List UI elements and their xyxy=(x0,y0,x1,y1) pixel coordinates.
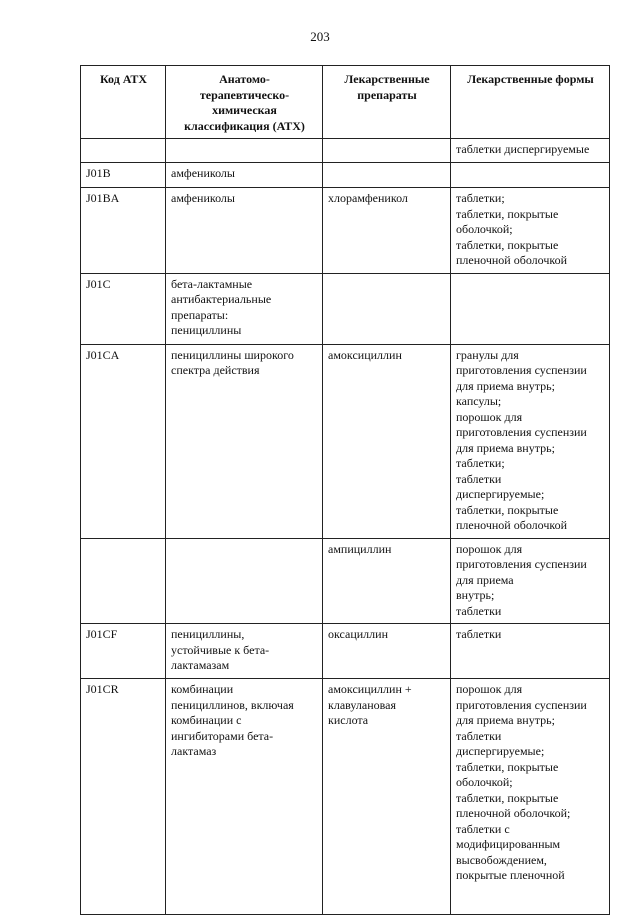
text-line: порошок для xyxy=(456,409,523,424)
cell-forms xyxy=(451,163,610,188)
text-line: кислота xyxy=(328,713,369,727)
table-row xyxy=(81,679,610,915)
text-line: таблетки; xyxy=(456,456,505,470)
text-line: препараты: xyxy=(171,307,229,322)
text-line: таблетки xyxy=(456,471,502,486)
header-atc-classification xyxy=(166,66,323,139)
text-line: амоксициллин + xyxy=(328,682,412,696)
cell-code: J01B xyxy=(81,163,166,188)
text-line: высвобождением, xyxy=(456,852,547,867)
cell-code: J01CR xyxy=(81,679,166,915)
cell-forms xyxy=(451,139,610,163)
text-line: таблетки, покрытые xyxy=(456,206,559,221)
text-line: лактамазам xyxy=(171,658,230,672)
text-line: ингибиторами бета- xyxy=(171,728,274,743)
text-line: устойчивые к бета- xyxy=(171,642,270,657)
text-line: таблетки, покрытые xyxy=(456,237,559,252)
cell-code: J01C xyxy=(81,273,166,344)
text-line: для приема внутрь; xyxy=(456,440,555,455)
text-line: таблетки с xyxy=(456,821,510,836)
text-line: амфениколы xyxy=(171,166,235,180)
cell-drug xyxy=(323,679,451,915)
text-line: клавулановая xyxy=(328,697,396,712)
cell-drug xyxy=(323,538,451,624)
cell-class xyxy=(166,139,323,163)
text-line: таблетки xyxy=(456,603,502,618)
text-line: капсулы; xyxy=(456,394,502,408)
text-line: таблетки xyxy=(456,728,502,743)
text-line: приготовления суспензии xyxy=(456,363,587,377)
text-line: препараты xyxy=(357,87,417,102)
cell-code: J01BA xyxy=(81,188,166,274)
text-line: таблетки; xyxy=(456,191,505,205)
cell-drug xyxy=(323,188,451,274)
text-line: пленочной оболочкой; xyxy=(456,806,571,820)
atc-table xyxy=(80,65,610,915)
text-line: пенициллины, xyxy=(171,627,245,641)
page-number: 203 xyxy=(310,29,330,44)
text-line: таблетки, покрытые xyxy=(456,790,559,805)
text-line: оболочкой; xyxy=(456,222,513,236)
cell-class xyxy=(166,188,323,274)
cell-forms xyxy=(451,344,610,538)
cell-drug xyxy=(323,273,451,344)
cell-drug xyxy=(323,139,451,163)
text-line: ампициллин xyxy=(328,541,392,556)
text-line: Анатомо- xyxy=(219,72,270,86)
cell-forms xyxy=(451,538,610,624)
text-line: модифицированным xyxy=(456,837,561,851)
text-line: диспергируемые; xyxy=(456,487,545,501)
cell-drug xyxy=(323,163,451,188)
text-line: амоксициллин xyxy=(328,347,402,362)
text-line: для приема внутрь; xyxy=(456,378,555,393)
table-header-row xyxy=(81,66,610,139)
text-line: химическая xyxy=(212,103,277,117)
text-line: внутрь; xyxy=(456,588,495,602)
text-line: таблетки xyxy=(456,627,502,641)
text-line: приготовления суспензии xyxy=(456,557,587,571)
table-row xyxy=(81,139,610,163)
cell-forms xyxy=(451,188,610,274)
text-line: классификация (АТХ) xyxy=(184,118,305,133)
text-line: таблетки, покрытые xyxy=(456,759,559,774)
text-line: пленочной оболочкой xyxy=(456,253,568,267)
cell-forms xyxy=(451,679,610,915)
table-row xyxy=(81,188,610,274)
text-line: пленочной оболочкой xyxy=(456,518,568,532)
text-line: порошок для xyxy=(456,541,523,556)
text-line: для приема xyxy=(456,572,514,587)
cell-class xyxy=(166,679,323,915)
cell-drug xyxy=(323,624,451,679)
text-line: комбинации с xyxy=(171,713,242,727)
cell-forms xyxy=(451,624,610,679)
cell-code: J01CA xyxy=(81,344,166,538)
text-line: хлорамфеникол xyxy=(328,191,408,205)
text-line: порошок для xyxy=(456,682,523,696)
text-line: бета-лактамные xyxy=(171,276,253,291)
text-line: приготовления суспензии xyxy=(456,697,587,712)
text-line: лактамаз xyxy=(171,744,217,758)
table-row xyxy=(81,624,610,679)
cell-class xyxy=(166,344,323,538)
cell-code: J01CF xyxy=(81,624,166,679)
text-line: покрытые пленочной xyxy=(456,868,565,882)
text-line: приготовления суспензии xyxy=(456,425,587,439)
text-line: пенициллины широкого xyxy=(171,347,294,362)
table-row xyxy=(81,344,610,538)
table-row xyxy=(81,273,610,344)
text-line: антибактериальные xyxy=(171,292,272,306)
header-dosage-forms: Лекарственные формы xyxy=(451,66,610,139)
text-line: таблетки, покрытые xyxy=(456,502,559,517)
text-line: таблетки диспергируемые xyxy=(456,142,590,156)
header-drugs xyxy=(323,66,451,139)
text-line: амфениколы xyxy=(171,191,235,205)
cell-class xyxy=(166,538,323,624)
text-line: терапевтическо- xyxy=(199,87,290,102)
text-line: гранулы для xyxy=(456,347,519,362)
text-line: оболочкой; xyxy=(456,775,513,789)
text-line: пенициллинов, включая xyxy=(171,697,294,712)
text-line: Лекарственные xyxy=(344,72,430,86)
cell-forms xyxy=(451,273,610,344)
cell-class xyxy=(166,624,323,679)
cell-class xyxy=(166,163,323,188)
header-atc-code: Код АТХ xyxy=(81,66,166,139)
cell-drug xyxy=(323,344,451,538)
cell-code xyxy=(81,538,166,624)
text-line: диспергируемые; xyxy=(456,744,545,758)
text-line: комбинации xyxy=(171,682,234,696)
text-line: оксациллин xyxy=(328,627,388,641)
text-line: спектра действия xyxy=(171,363,260,377)
text-line: пенициллины xyxy=(171,323,242,337)
table-row xyxy=(81,538,610,624)
cell-code xyxy=(81,139,166,163)
cell-class xyxy=(166,273,323,344)
text-line: для приема внутрь; xyxy=(456,713,555,727)
table-row xyxy=(81,163,610,188)
